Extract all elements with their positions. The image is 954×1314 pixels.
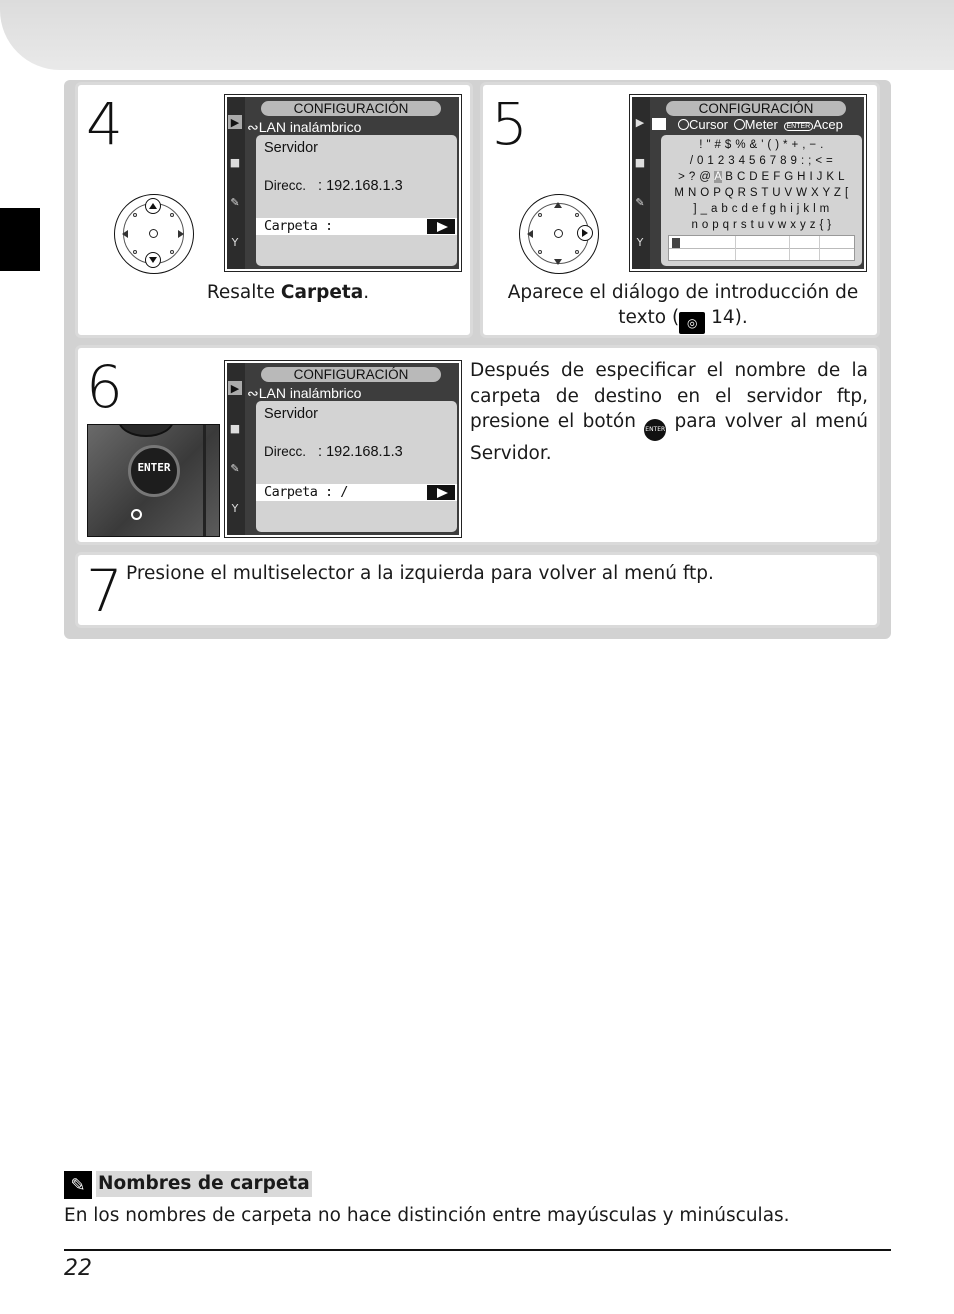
lcd-screen-carpeta-set bbox=[224, 360, 462, 538]
char-row-1: ! " # $ % & ' ( ) * + , − . bbox=[699, 139, 824, 151]
multi-selector-icon bbox=[114, 194, 194, 274]
step-6-number: 6 bbox=[86, 353, 121, 421]
lcd-selected-row: Carpeta : / bbox=[256, 484, 457, 501]
camera-icon: ■ bbox=[229, 421, 241, 435]
arrow-right-icon bbox=[427, 485, 455, 500]
enter-button-icon: ENTER bbox=[644, 419, 666, 441]
wrench-icon: Y bbox=[231, 235, 239, 249]
step-7-text: Presione el multiselector a la izquierda para volver al menú ftp. bbox=[126, 563, 714, 584]
wireless-icon: ∾ bbox=[247, 119, 259, 135]
wrench-icon: Y bbox=[231, 501, 239, 515]
lcd-tab-title: CONFIGURACIÓN bbox=[666, 101, 846, 116]
pencil-icon: ✎ bbox=[635, 195, 645, 209]
page-number: 22 bbox=[64, 1256, 92, 1281]
camera-icon: ■ bbox=[229, 155, 241, 169]
char-row-5: ] _ a b c d e f g h i j k l m bbox=[693, 203, 830, 215]
pencil-icon: ✎ bbox=[230, 195, 240, 209]
center-button-icon bbox=[734, 119, 745, 130]
enter-label: ENTER bbox=[137, 461, 171, 474]
lcd-hint-bar: Cursor Meter ENTER Acep bbox=[652, 117, 843, 132]
step-7-number: 7 bbox=[86, 557, 121, 625]
step-5-number: 5 bbox=[491, 90, 526, 158]
wrench-icon: Y bbox=[636, 235, 644, 249]
camera-icon: ■ bbox=[634, 155, 646, 169]
multiselector-small-icon bbox=[678, 119, 689, 130]
pencil-icon: ✎ bbox=[230, 461, 240, 475]
wireless-icon: ∾ bbox=[247, 385, 259, 401]
playback-icon: ▶ bbox=[635, 115, 645, 129]
step-6-panel bbox=[75, 345, 880, 545]
steps-frame bbox=[64, 80, 891, 639]
lcd-text-entry bbox=[629, 94, 867, 272]
step-4-number: 4 bbox=[86, 90, 121, 158]
step-4-panel bbox=[75, 82, 473, 338]
lcd-screen-carpeta bbox=[224, 94, 462, 272]
note-title: Nombres de carpeta bbox=[96, 1171, 312, 1197]
playback-icon: ▶ bbox=[228, 115, 242, 129]
step-6-text: Después de especificar el nombre de la carpeta de destino en el servidor ftp, presione el botón ENTER para volver al menú Servidor. bbox=[470, 360, 869, 464]
step-5-caption: Aparece el diálogo de introducción de texto ( ◎ 14). bbox=[495, 280, 871, 334]
step-4-caption: Resalte Carpeta. bbox=[206, 282, 370, 303]
arrow-right-icon bbox=[427, 219, 455, 234]
footer-rule bbox=[64, 1249, 891, 1251]
reference-icon: ◎ bbox=[679, 312, 705, 334]
char-row-3: > ? @ A B C D E F G H I J K L bbox=[678, 171, 845, 183]
lcd-breadcrumb: ∾LAN inalámbrico bbox=[247, 119, 362, 135]
lcd-tab-title: CONFIGURACIÓN bbox=[261, 367, 441, 382]
magnify-icon bbox=[131, 509, 142, 520]
lcd-tab-title: CONFIGURACIÓN bbox=[261, 101, 441, 116]
playback-icon: ▶ bbox=[228, 381, 242, 395]
multi-selector-icon bbox=[519, 194, 599, 274]
note-text: En los nombres de carpeta no hace distinción entre mayúsculas y minúsculas. bbox=[64, 1205, 790, 1226]
text-entry-field bbox=[668, 235, 855, 261]
step-5-panel bbox=[480, 82, 880, 338]
char-row-2: / 0 1 2 3 4 5 6 7 8 9 : ; < = bbox=[689, 155, 834, 167]
enter-badge-icon: ENTER bbox=[784, 122, 814, 131]
section-tab-marker bbox=[0, 208, 40, 271]
lcd-breadcrumb: ∾LAN inalámbrico bbox=[247, 385, 362, 401]
char-row-6: n o p q r s t u v w x y z { } bbox=[691, 219, 832, 231]
lcd-selected-row: Carpeta : bbox=[256, 218, 457, 235]
lcd-address-row: Direcc. : 192.168.1.3 bbox=[264, 178, 403, 194]
char-row-4: M N O P Q R S T U V W X Y Z [ bbox=[674, 187, 849, 199]
step-7-panel bbox=[75, 552, 880, 628]
pencil-note-icon: ✎ bbox=[64, 1171, 92, 1199]
header-band bbox=[0, 0, 954, 70]
lcd-address-row: Direcc. : 192.168.1.3 bbox=[264, 444, 403, 460]
grid-icon bbox=[652, 118, 666, 130]
enter-button-photo bbox=[87, 424, 220, 537]
lcd-server-label: Servidor bbox=[264, 406, 318, 422]
lcd-server-label: Servidor bbox=[264, 140, 318, 156]
